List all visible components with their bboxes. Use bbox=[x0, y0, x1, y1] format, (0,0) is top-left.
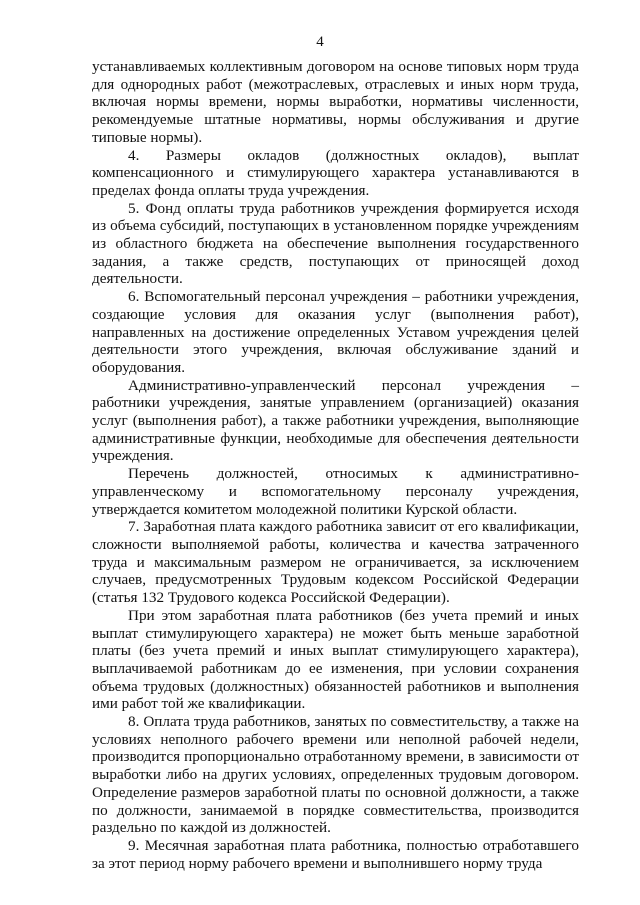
paragraph-4: 4. Размеры окладов (должностных окладов), выплат компенсационного и стимулирующего характера устанавливаются в пределах фонда оплаты труда учреждения. bbox=[92, 146, 579, 199]
paragraph-9: 9. Месячная заработная плата работника, полностью отработавшего за этот период норму рабочего времени и выполнившего норму труда bbox=[92, 836, 579, 872]
page-number: 4 bbox=[316, 34, 324, 50]
paragraph-6-admin-staff: Административно-управленческий персонал учреждения – работники учреждения, занятые управлением (организацией) оказания услуг (выполнения работ), а также работники учреждения, выполняющие административные функции, необходимые для обеспечения деятельности учреждения. bbox=[92, 376, 579, 465]
body-text bbox=[92, 58, 579, 872]
paragraph-5: 5. Фонд оплаты труда работников учреждения формируется исходя из объема субсидий, поступающих в установленном порядке учреждениям из областного бюджета на обеспечение выполнения государственного задания, а также средств, поступающих от приносящей доход деятельности. bbox=[92, 199, 579, 288]
paragraph-8: 8. Оплата труда работников, занятых по совместительству, а также на условиях неполного рабочего времени или неполной рабочей недели, производится пропорционально отработанному времени, в зависимости от выработки либо на других условиях, определенных трудовым договором. Определение размеров заработной платы по основной должности, а также по должности, занимаемой в порядке совместительства, производится раздельно по каждой из должностей. bbox=[92, 713, 579, 837]
paragraph-6-positions-list: Перечень должностей, относимых к административно-управленческому и вспомогательному персоналу учреждения, утверждается комитетом молодежной политики Курской области. bbox=[92, 465, 579, 518]
paragraph-7-wage-guarantee: При этом заработная плата работников (без учета премий и иных выплат стимулирующего характера) не может быть меньше заработной платы (без учета премий и иных выплат стимулирующего характера), выплачиваемой работникам до ее изменения, при условии сохранения объема трудовых (должностных) обязанностей работников и выполнения ими работ той же квалификации. bbox=[92, 606, 579, 713]
paragraph-continuation: устанавливаемых коллективным договором на основе типовых норм труда для однородных работ (межотраслевых, отраслевых и иных норм труда, включая нормы времени, нормы выработки, нормативы численности, рекомендуемые штатные нормативы, нормы обслуживания и другие типовые нормы). bbox=[92, 58, 579, 146]
paragraph-7: 7. Заработная плата каждого работника зависит от его квалификации, сложности выполняемой работы, количества и качества затраченного труда и максимальным размером не ограничивается, за исключением случаев, предусмотренных Трудовым кодексом Российской Федерации (статья 132 Трудового кодекса Российской Федерации). bbox=[92, 518, 579, 607]
paragraph-6: 6. Вспомогательный персонал учреждения – работники учреждения, создающие условия для оказания услуг (выполнения работ), направленных на достижение определенных Уставом учреждения целей деятельности этого учреждения, включая обслуживание зданий и оборудования. bbox=[92, 288, 579, 376]
